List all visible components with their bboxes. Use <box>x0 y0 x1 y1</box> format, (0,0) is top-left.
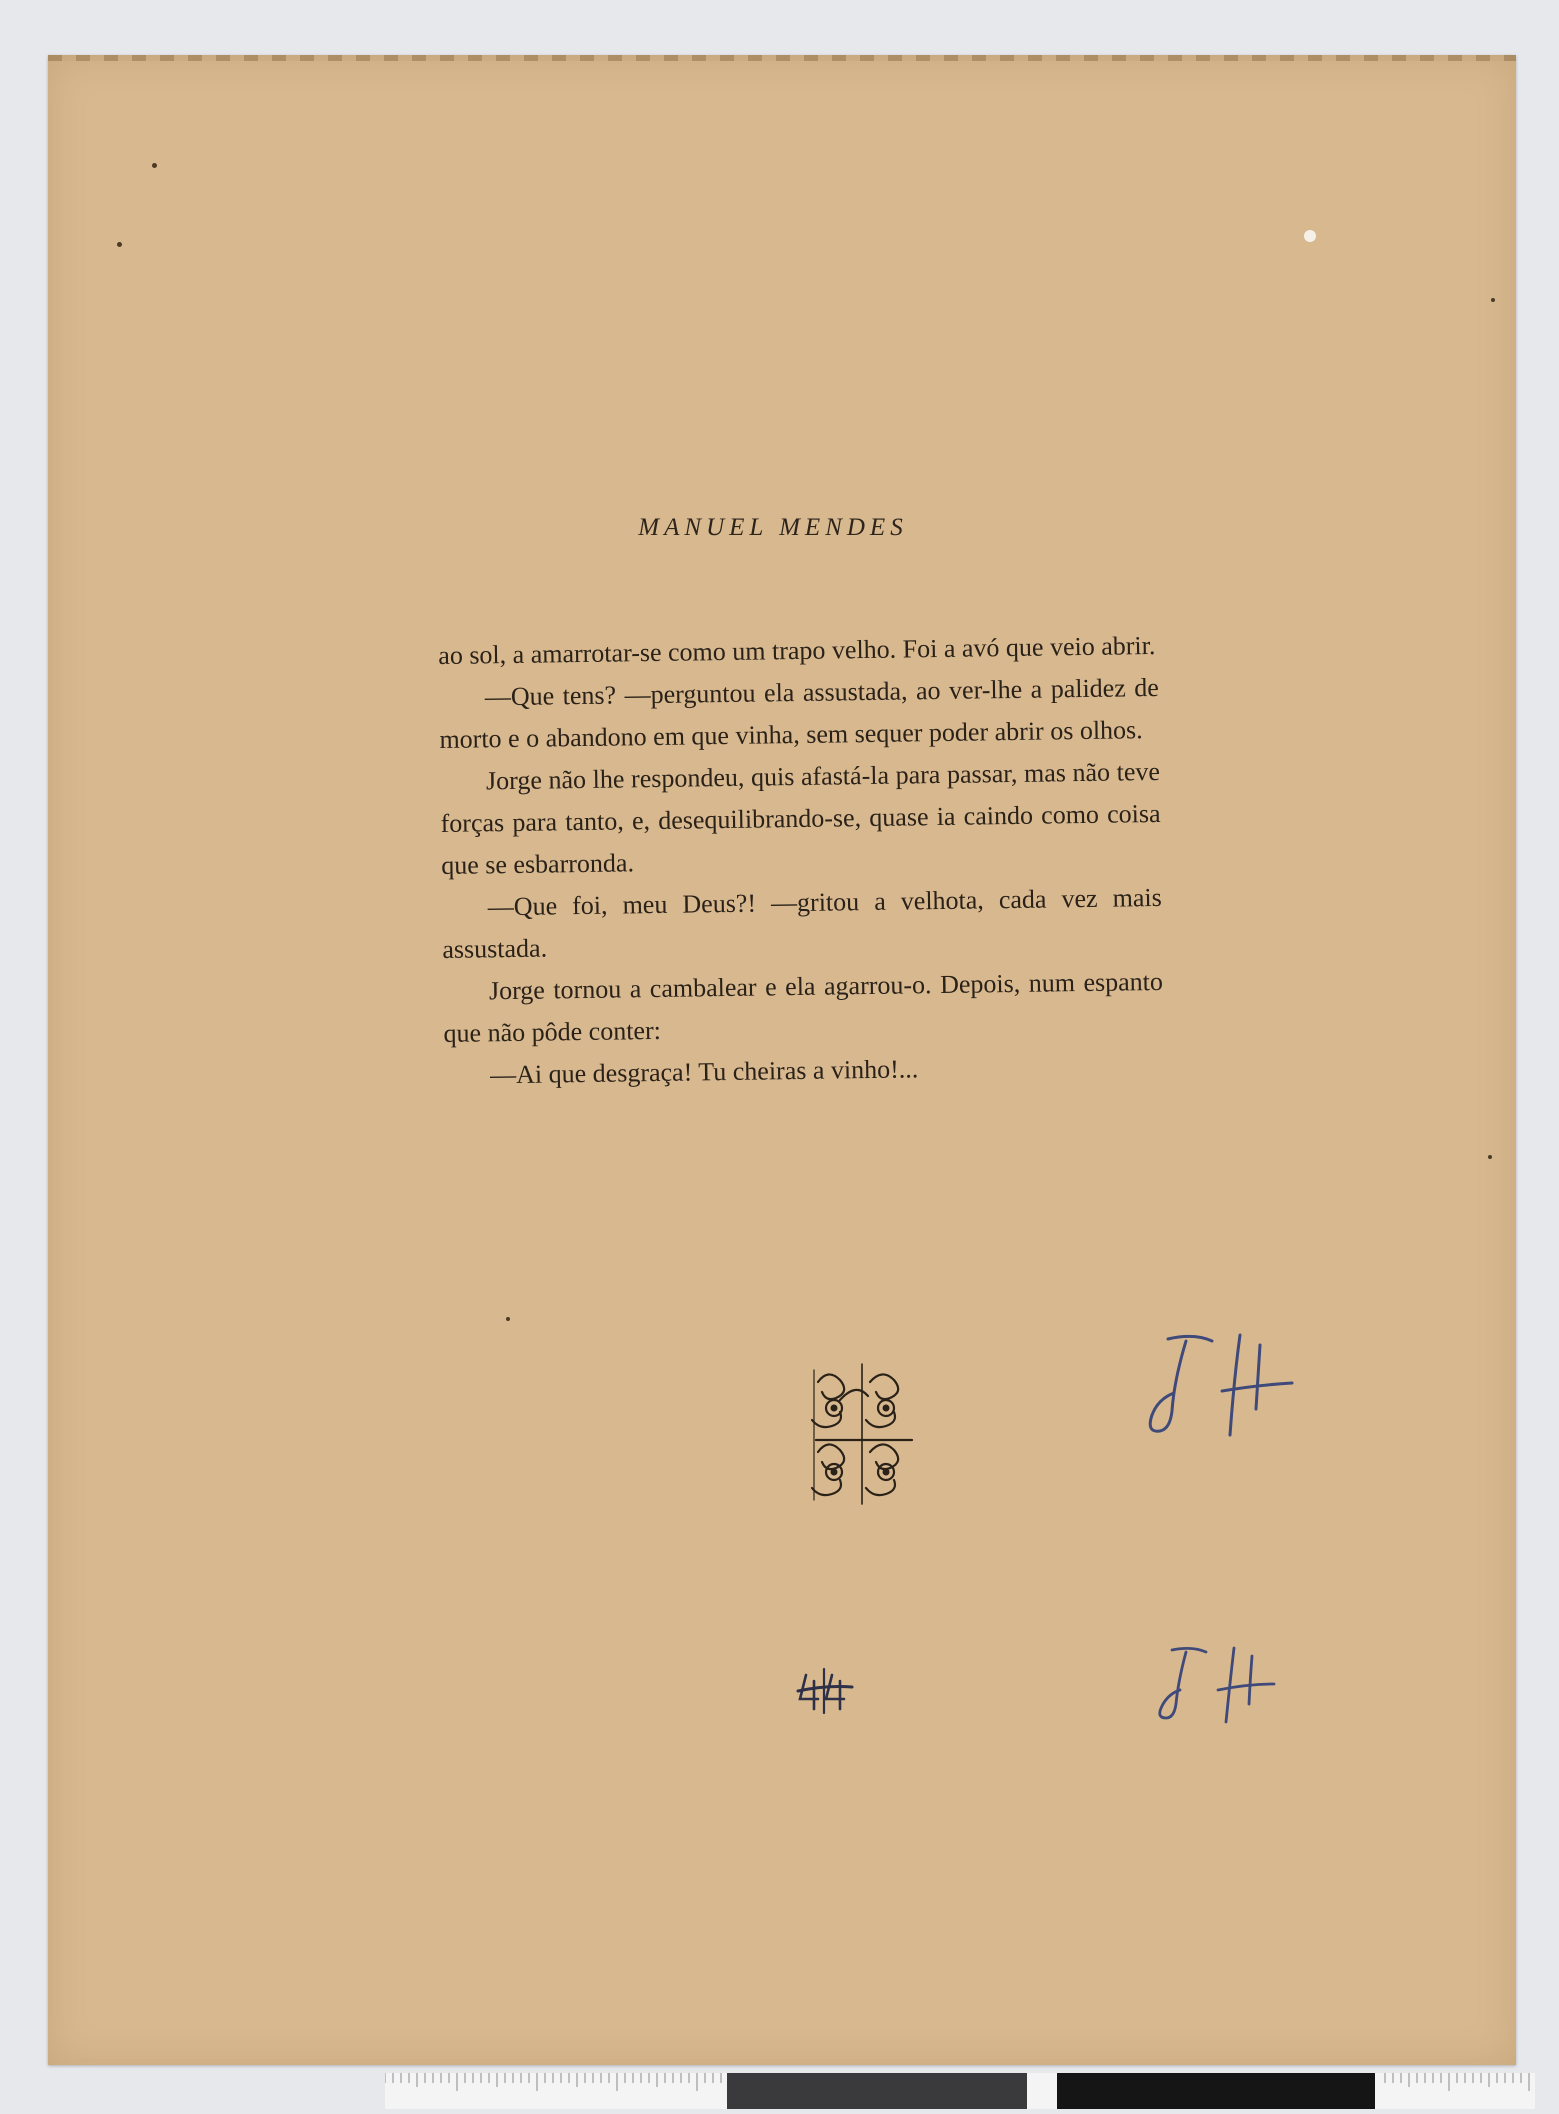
ruler-black-block <box>1057 2073 1375 2109</box>
paper-speck <box>1488 1155 1492 1159</box>
paper-hole <box>1304 230 1316 242</box>
paper-speck <box>117 242 122 247</box>
paragraph: Jorge tornou a cambalear e ela agarrou-o. Depois, num espanto que não pôde conter: <box>443 966 1164 1048</box>
handwritten-page-number <box>1148 1325 1298 1475</box>
paragraph: —Que foi, meu Deus?! —gritou a velhota, cada vez mais assustada. <box>442 882 1162 964</box>
document-page <box>48 55 1516 2065</box>
running-head: MANUEL MENDES <box>638 514 908 541</box>
paper-speck <box>506 1317 510 1321</box>
body-text <box>438 625 1164 1097</box>
printed-page-number-struck <box>796 1667 856 1717</box>
paragraph: —Ai que desgraça! Tu cheiras a vinho!... <box>489 1054 919 1090</box>
decorative-tailpiece-icon <box>798 1360 928 1510</box>
paper-speck <box>1491 298 1495 302</box>
paragraph: ao sol, a amarrotar-se como um trapo velho. Foi a avó que veio abrir. <box>438 630 1156 670</box>
measurement-ruler <box>385 2073 1535 2109</box>
ruler-dark-block <box>727 2073 1027 2109</box>
handwritten-page-number-lower <box>1158 1640 1288 1750</box>
paragraph: —Que tens? —perguntou ela assustada, ao ver-lhe a palidez de morto e o abandono em que vinha, sem sequer poder abrir os olhos. <box>439 672 1160 754</box>
paper-speck <box>152 163 157 168</box>
paragraph: Jorge não lhe respondeu, quis afastá-la para passar, mas não teve forças para tanto, e, desequilibrando-se, quase ia caindo como coisa que se esbarronda. <box>440 756 1161 880</box>
